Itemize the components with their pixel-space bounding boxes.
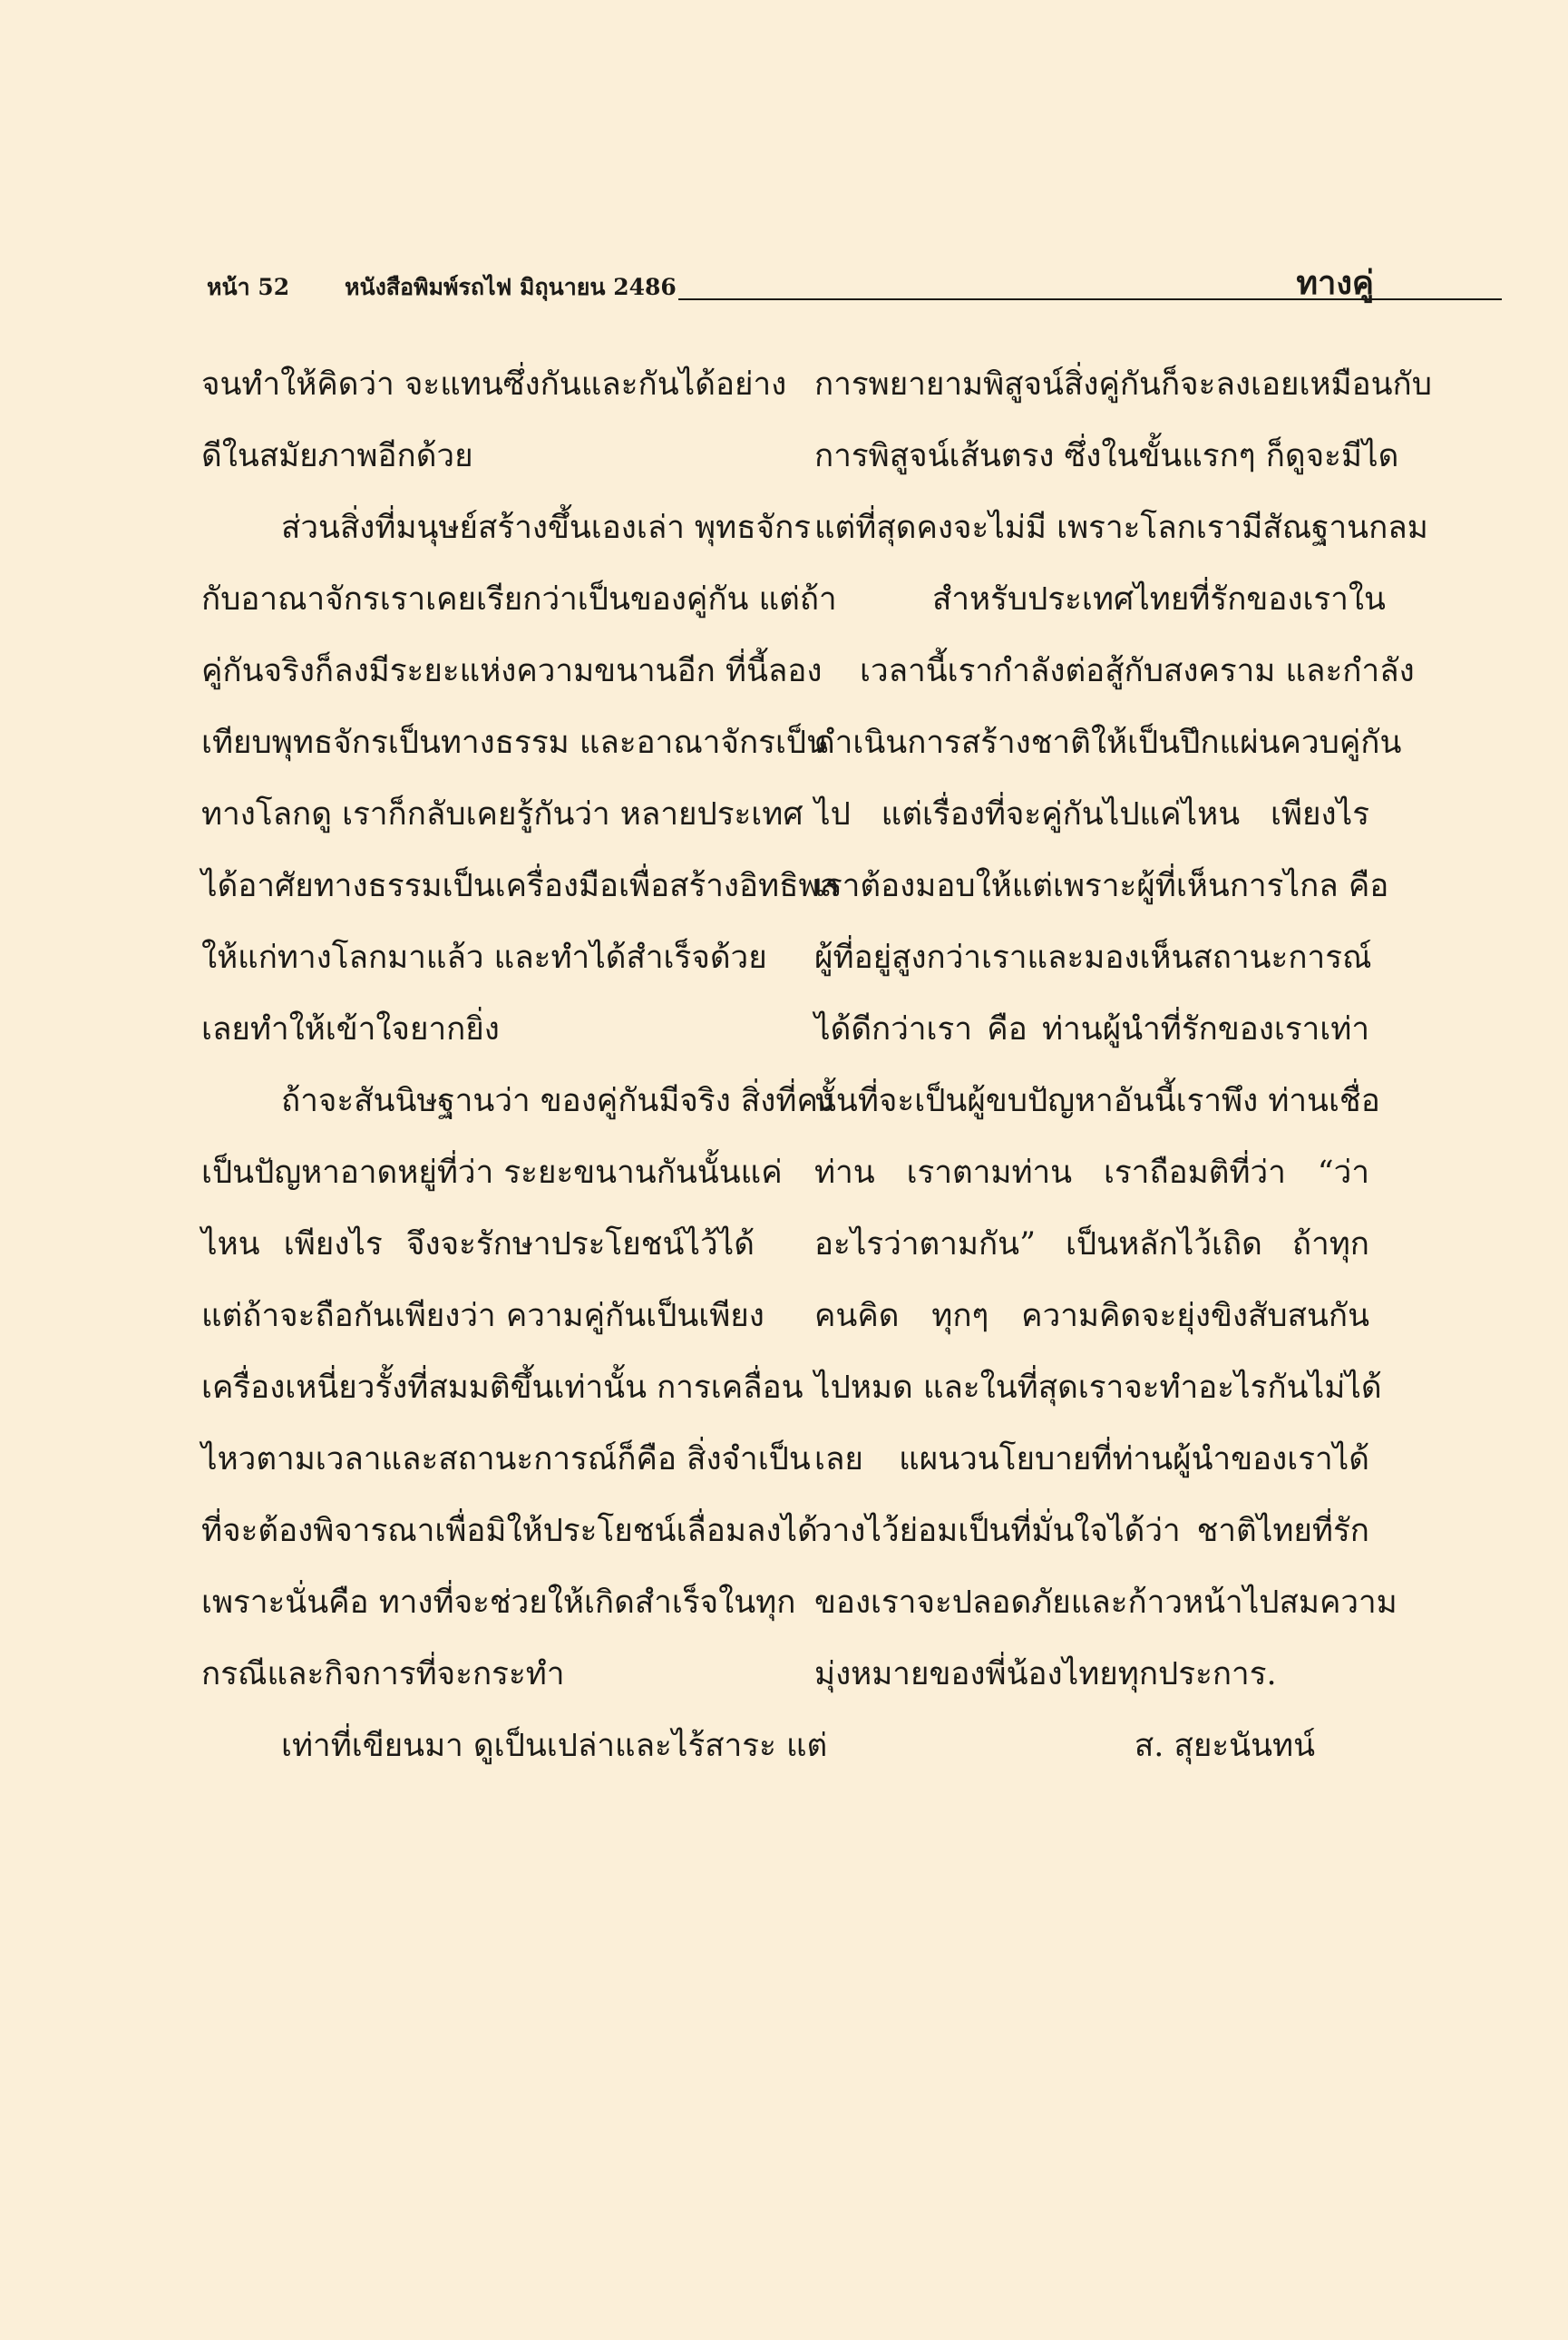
- paragraph-start: เท่าที่เขียนมา ดูเป็นเปล่าและไร้สาระ แต่: [281, 1728, 828, 1764]
- header-rule: [678, 298, 1502, 300]
- text-line: การพิสูจน์เส้นตรง ซึ่งในขั้นแรกๆ ก็ดูจะมีได: [814, 438, 1399, 474]
- paragraph-start: ถ้าจะสันนิษฐานว่า ของคู่กันมีจริง สิ่งที่คง: [281, 1083, 833, 1119]
- text-line: ที่จะต้องพิจารณาเพื่อมิให้ประโยชน์เลื่อมลงได้: [201, 1513, 818, 1549]
- text-line: แต่ที่สุดคงจะไม่มี เพราะโลกเรามีสัณฐานกลม: [814, 510, 1428, 546]
- text-line: จนทำให้คิดว่า จะแทนซึ่งกันและกันได้อย่าง: [201, 366, 787, 403]
- text-line: ได้อาศัยทางธรรมเป็นเครื่องมือเพื่อสร้างอิทธิพล: [201, 868, 839, 904]
- text-line: เครื่องเหนี่ยวรั้งที่สมมติขึ้นเท่านั้น การเคลื่อน: [201, 1370, 803, 1406]
- author-signature: ส. สุยะนันทน์: [1134, 1728, 1315, 1764]
- text-line: กรณีและกิจการที่จะกระทำ: [201, 1656, 565, 1692]
- text-line: ไหน เพียงไร จึงจะรักษาประโยชน์ไว้ได้: [201, 1226, 755, 1263]
- text-line: ดำเนินการสร้างชาติให้เป็นปึกแผ่นควบคู่กัน: [814, 725, 1402, 761]
- text-line: การพยายามพิสูจน์สิ่งคู่กันก็จะลงเอยเหมือนกับ: [814, 366, 1432, 403]
- text-line: วางไว้ย่อมเป็นที่มั่นใจได้ว่า ชาติไทยที่รัก: [814, 1513, 1369, 1549]
- text-line: เลย แผนวนโยบายที่ท่านผู้นำของเราได้: [814, 1441, 1369, 1477]
- page-number: หน้า 52: [207, 274, 290, 300]
- text-line: ได้ดีกว่าเรา คือ ท่านผู้นำที่รักของเราเท่า: [814, 1011, 1369, 1048]
- text-line: ท่าน เราตามท่าน เราถือมติที่ว่า “ว่า: [814, 1155, 1369, 1191]
- section-title: ทางคู่: [1296, 264, 1374, 302]
- text-line: นั้นที่จะเป็นผู้ขบปัญหาอันนี้เราพึง ท่านเชื่อ: [814, 1083, 1380, 1119]
- text-line: ดีในสมัยภาพอีกด้วย: [201, 438, 473, 474]
- text-line: กับอาณาจักรเราเคยเรียกว่าเป็นของคู่กัน แต่ถ้า: [201, 581, 837, 618]
- text-line: เป็นปัญหาอาดหยู่ที่ว่า ระยะขนานกันนั้นแค่: [201, 1155, 783, 1191]
- text-line: เวลานี้เรากำลังต่อสู้กับสงคราม และกำลัง: [860, 653, 1415, 689]
- text-line: เทียบพุทธจักรเป็นทางธรรม และอาณาจักรเป็น: [201, 725, 829, 761]
- text-line: ให้แก่ทางโลกมาแล้ว และทำได้สำเร็จด้วย: [201, 940, 767, 976]
- paragraph-start: ส่วนสิ่งที่มนุษย์สร้างขึ้นเองเล่า พุทธจักร: [281, 510, 812, 546]
- left-column: [201, 349, 839, 1782]
- publication-name: หนังสือพิมพ์รถไฟ มิถุนายน 2486: [345, 274, 677, 300]
- right-column: [814, 349, 1432, 1782]
- page-header: [207, 257, 1372, 311]
- text-line: ไป แต่เรื่องที่จะคู่กันไปแค่ไหน เพียงไร: [814, 796, 1369, 833]
- text-line: เพราะนั่นคือ ทางที่จะช่วยให้เกิดสำเร็จในทุก: [201, 1584, 796, 1621]
- paragraph-start: สำหรับประเทศไทยที่รักของเราใน: [932, 581, 1386, 618]
- text-line: มุ่งหมายของพี่น้องไทยทุกประการ.: [814, 1656, 1277, 1692]
- text-line: ไหวตามเวลาและสถานะการณ์ก็คือ สิ่งจำเป็น: [201, 1441, 811, 1477]
- text-line: คนคิด ทุกๆ ความคิดจะยุ่งขิงสับสนกัน: [814, 1298, 1369, 1334]
- text-line: เราต้องมอบให้แต่เพราะผู้ที่เห็นการไกล คือ: [814, 868, 1389, 904]
- text-line: ของเราจะปลอดภัยและก้าวหน้าไปสมความ: [814, 1584, 1398, 1621]
- text-line: คู่กันจริงก็ลงมีระยะแห่งความขนานอีก ที่นี้ลอง: [201, 653, 823, 689]
- text-line: ทางโลกดู เราก็กลับเคยรู้กันว่า หลายประเทศ: [201, 796, 803, 833]
- text-line: เลยทำให้เข้าใจยากยิ่ง: [201, 1011, 500, 1048]
- text-line: ไปหมด และในที่สุดเราจะทำอะไรกันไม่ได้: [814, 1370, 1382, 1406]
- text-line: แต่ถ้าจะถือกันเพียงว่า ความคู่กันเป็นเพียง: [201, 1298, 765, 1334]
- text-line: ผู้ที่อยู่สูงกว่าเราและมองเห็นสถานะการณ์: [814, 940, 1372, 976]
- text-line: อะไรว่าตามกัน” เป็นหลักไว้เถิด ถ้าทุก: [814, 1226, 1369, 1263]
